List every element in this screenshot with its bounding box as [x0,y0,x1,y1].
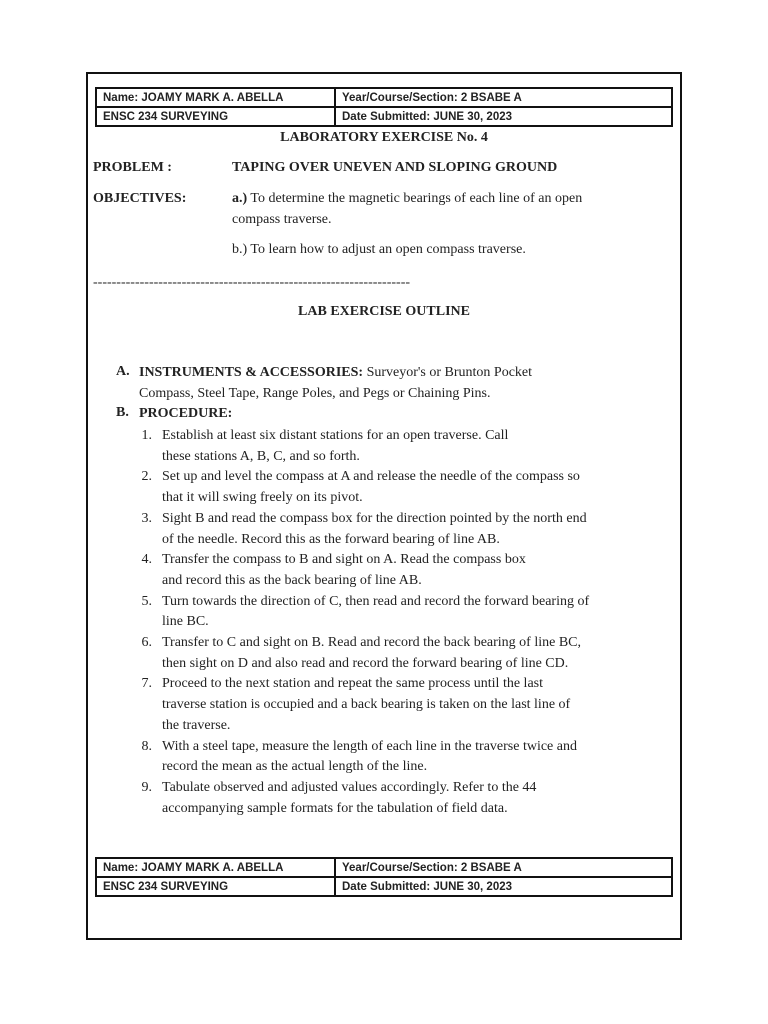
step-text-line: Proceed to the next station and repeat the same process until the last [162,676,543,692]
step-text-line: Set up and level the compass at A and release the needle of the compass so [162,469,580,485]
course-code-cell: ENSC 234 SURVEYING [96,107,335,126]
section-b-label: PROCEDURE: [139,406,233,421]
exercise-title: LABORATORY EXERCISE No. 4 [280,130,488,145]
step-number: 5. [141,593,152,609]
objective-a-line1: To determine the magnetic bearings of each line of an open [247,191,583,206]
objective-b: b.) To learn how to adjust an open compass traverse. [232,242,526,257]
section-a-line1 [139,363,532,383]
step-number: 7. [141,676,152,692]
year-course-cell: Year/Course/Section: 2 BSABE A [335,858,672,877]
step-text-line: line BC. [162,614,209,630]
step-number: 9. [141,779,152,795]
step-text-line: With a steel tape, measure the length of each line in the traverse twice and [162,738,577,754]
section-a-text: Surveyor's or Brunton Pocket [363,365,533,380]
step-text-line: accompanying sample formats for the tabulation of field data. [162,800,508,816]
step-number: 3. [141,510,152,526]
section-b-letter: B. [116,405,129,420]
section-a-line2: Compass, Steel Tape, Range Poles, and Pegs or Chaining Pins. [139,386,491,401]
objective-a-marker: a.) [232,191,248,206]
step-text-line: these stations A, B, C, and so forth. [162,448,360,464]
header-table-bottom [95,857,673,897]
course-code-cell: ENSC 234 SURVEYING [96,877,335,896]
objective-a [232,189,582,209]
step-number: 4. [141,552,152,568]
student-name-cell: Name: JOAMY MARK A. ABELLA [96,88,335,107]
date-submitted-cell: Date Submitted: JUNE 30, 2023 [335,877,672,896]
problem-text: TAPING OVER UNEVEN AND SLOPING GROUND [232,160,558,175]
step-text-line: that it will swing freely on its pivot. [162,490,363,506]
outline-title: LAB EXERCISE OUTLINE [298,304,470,319]
step-text-line: Transfer the compass to B and sight on A. Read the compass box [162,552,526,568]
problem-label: PROBLEM : [93,160,172,175]
step-text-line: record the mean as the actual length of the line. [162,759,428,775]
step-number: 1. [141,428,152,443]
step-text-line: Sight B and read the compass box for the direction pointed by the north end [162,510,587,526]
step-text-line: Turn towards the direction of C, then read and record the forward bearing of [162,593,590,609]
header-table-top [95,87,673,127]
objectives-label: OBJECTIVES: [93,191,187,206]
step-text-line: Tabulate observed and adjusted values accordingly. Refer to the 44 [162,779,537,795]
step-text-line: then sight on D and also read and record the forward bearing of line CD. [162,655,569,671]
step-text-line: traverse station is occupied and a back bearing is taken on the last line of [162,697,571,713]
step-text-line: of the needle. Record this as the forward bearing of line AB. [162,531,500,547]
divider-line: -------------------------------------------------------------------- [93,275,411,290]
objective-a-line2: compass traverse. [232,212,332,227]
date-submitted-cell: Date Submitted: JUNE 30, 2023 [335,107,672,126]
step-text-line: and record this as the back bearing of line AB. [162,572,422,588]
step-text-line: the traverse. [162,717,231,733]
step-text-line: Transfer to C and sight on B. Read and record the back bearing of line BC, [162,635,582,650]
step-text-line: Establish at least six distant stations for an open traverse. Call [162,428,509,443]
step-number: 6. [141,635,152,650]
student-name-cell: Name: JOAMY MARK A. ABELLA [96,858,335,877]
section-a-letter: A. [116,364,130,379]
section-a-label: INSTRUMENTS & ACCESSORIES: [139,365,364,380]
step-number: 8. [141,738,152,754]
year-course-cell: Year/Course/Section: 2 BSABE A [335,88,672,107]
step-number: 2. [141,469,152,485]
